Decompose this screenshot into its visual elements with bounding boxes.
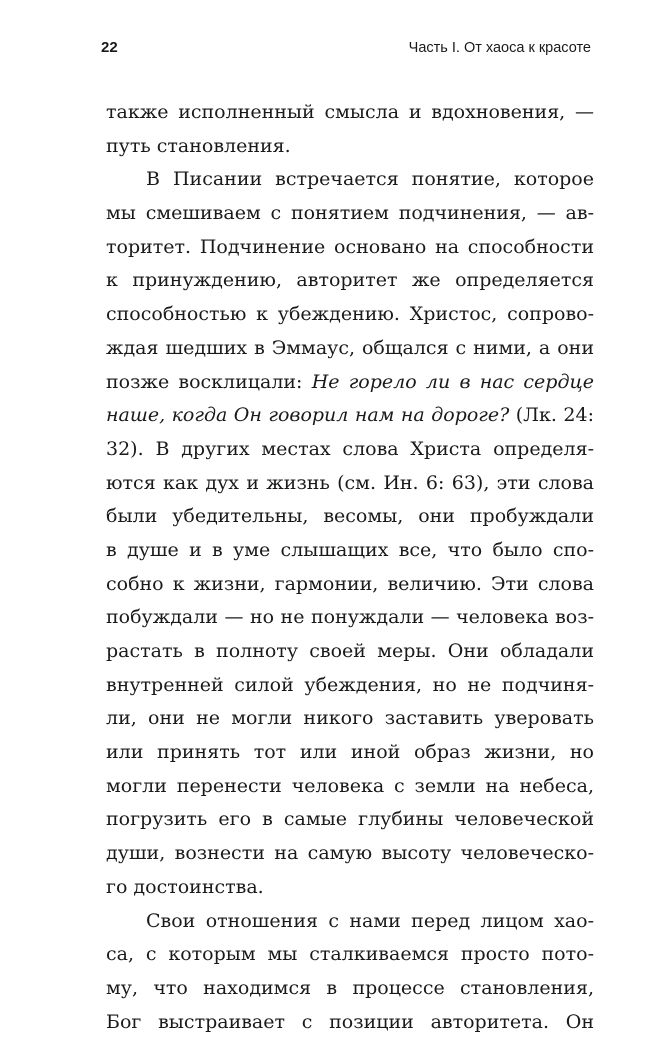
text-line: внутренней силой убеждения, но не подчиня-	[106, 673, 594, 696]
page-number: 22	[101, 39, 118, 56]
text-line: ли, они не могли никого заставить уверовать	[106, 707, 594, 730]
text-line: торитет. Подчинение основано на способности	[106, 235, 594, 258]
text-line: путь становления.	[106, 134, 291, 157]
text-line: способностью к убеждению. Христос, сопрово-	[106, 303, 594, 326]
scripture-quote: Не горело ли в нас сердце	[311, 370, 594, 393]
running-head: Часть I. От хаоса к красоте	[408, 40, 591, 56]
text-line: 32). В других местах слова Христа определя-	[106, 437, 594, 460]
text-line: погрузить его в самые глубины человеческой	[106, 808, 594, 831]
text-line: ждая шедших в Эммаус, общался с ними, а они	[106, 336, 594, 359]
text-line: к принуждению, авторитет же определяется	[106, 269, 594, 292]
text-line: му, что находимся в процессе становления,	[106, 976, 594, 999]
text-line: Свои отношения с нами перед лицом хао-	[146, 909, 594, 932]
text-line: были убедительны, весомы, они пробуждали	[106, 505, 594, 528]
scripture-quote: наше, когда Он говорил нам на дороге?	[106, 404, 510, 427]
text-line: души, вознести на самую высоту человеческо-	[106, 842, 594, 865]
text-line: также исполненный смысла и вдохновения, —	[106, 101, 594, 123]
body-text	[106, 96, 594, 1039]
text-line: собно к жизни, гармонии, величию. Эти слова	[106, 572, 594, 595]
text-line: побуждали — но не понуждали — человека воз-	[106, 606, 594, 629]
text-line: или принять тот или иной образ жизни, но	[106, 741, 594, 764]
text-line: в душе и в уме слышащих все, что было спо-	[106, 538, 594, 561]
text-line: растать в полноту своей меры. Они обладали	[106, 640, 594, 662]
text-line: могли перенести человека с земли на небеса,	[106, 774, 594, 797]
text-segment: позже восклицали:	[106, 370, 312, 393]
text-line: В Писании встречается понятие, которое	[146, 168, 594, 191]
text-line	[106, 366, 594, 400]
text-segment: (Лк. 24:	[509, 404, 594, 427]
text-line	[106, 399, 594, 433]
text-line: Бог выстраивает с позиции авторитета. Он	[106, 1010, 594, 1033]
text-line: го достоинства.	[106, 875, 264, 898]
text-line: мы смешиваем с понятием подчинения, — ав-	[106, 202, 594, 225]
text-line: са, с которым мы сталкиваемся просто пото-	[106, 943, 594, 966]
text-line: ются как дух и жизнь (см. Ин. 6: 63), эти слова	[106, 471, 594, 494]
